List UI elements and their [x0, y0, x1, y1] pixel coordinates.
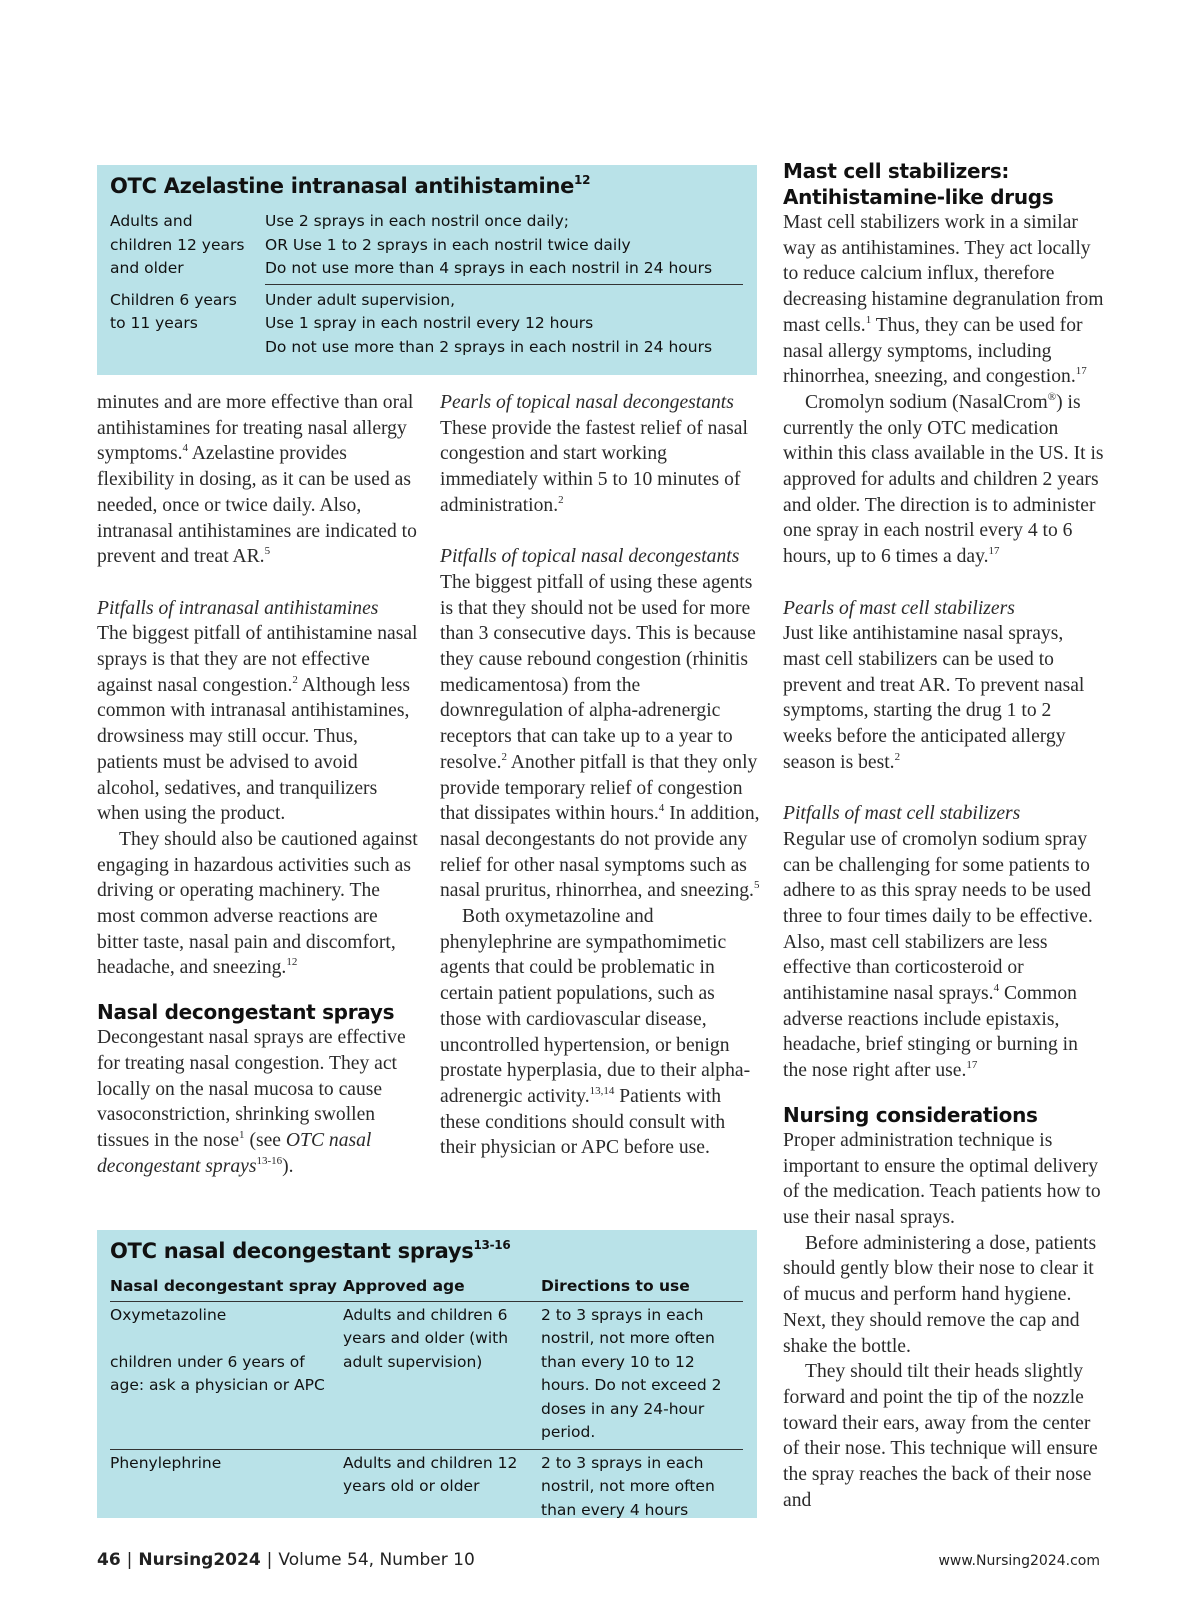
article-column-2 [440, 390, 760, 1161]
decongestant-sprays-box [97, 1230, 757, 1518]
table-cell: Phenylephrine [110, 1453, 222, 1472]
paragraph: Before administering a dose, patients should gently blow their nose to clear it of mucus and perform hand hygiene. Next, they should remove the cap and shake the bottle. [783, 1232, 1097, 1357]
table-cell: 2 to 3 sprays in each nostril, not more often than every 10 to 12 hours. Do not exceed 2 doses in any 24-hour period. [541, 1301, 743, 1449]
table-row [110, 1301, 743, 1449]
issue-info: Volume 54, Number 10 [278, 1550, 475, 1570]
magazine-name: Nursing2024 [138, 1550, 261, 1570]
paragraph: They should also be cautioned against engaging in hazardous activities such as driving or operating machinery. The most common adverse reactions are bitter taste, nasal pain and discomfort, headache, and sneezing.$^{12}$ [97, 828, 418, 979]
azelastine-row-who: Adults and children 12 years and older [110, 212, 245, 277]
website-url[interactable]: www.Nursing2024.com [938, 1553, 1100, 1569]
azelastine-row-who: Children 6 years to 11 years [110, 290, 237, 332]
subheading: Pitfalls of intranasal antihistamines [97, 597, 379, 619]
column-header: Approved age [343, 1271, 541, 1301]
decongestant-box-title: OTC nasal decongestant sprays$^{13-16}$ [110, 1238, 511, 1263]
section-heading: Nasal decongestant sprays [97, 1000, 395, 1025]
column-header: Nasal decongestant spray [110, 1271, 343, 1301]
subheading: Pearls of mast cell stabilizers [783, 597, 1015, 619]
paragraph: Just like antihistamine nasal sprays, mast cell stabilizers can be used to prevent and treat AR. To prevent nasal symptoms, starting the drug 1 to 2 weeks before the anticipated allergy season is best.$^2$ [783, 623, 1085, 773]
page-number: 46 [97, 1550, 121, 1570]
azelastine-row-directions: Under adult supervision, Use 1 spray in each nostril every 12 hours Do not use more than 2 sprays in each nostril in 24 hours [265, 290, 713, 356]
column-header: Directions to use [541, 1271, 743, 1301]
page-footer: 46 | Nursing2024 | Volume 54, Number 10 www.Nursing2024.com [97, 1550, 1100, 1570]
article-column-3 [783, 158, 1105, 1513]
azelastine-row-adults [110, 210, 743, 285]
azelastine-row-children [110, 289, 743, 360]
paragraph: Decongestant nasal sprays are effective for treating nasal congestion. They act locally on the nasal mucosa to cause vasoconstriction, shrinking swollen tissues in the nose$^1$ (see OTC nasal decongestant sprays$^{13-16}$). [97, 1027, 406, 1177]
table-row [110, 1449, 743, 1526]
table-cell: Oxymetazoline children under 6 years of age: ask a physician or APC [110, 1301, 343, 1449]
paragraph: Both oxymetazoline and phenylephrine are sympathomimetic agents that could be problematic in certain patient populations, such as those with cardiovascular disease, uncontrolled hypertension, or benign prostate hyperplasia, due to their alpha-adrenergic activity.$^{13,14}$ Patients with these conditions should consult with their physician or APC before use. [440, 906, 751, 1159]
table-cell: Adults and children 12 years old or older [343, 1453, 518, 1495]
azelastine-box-title: OTC Azelastine intranasal antihistamine$^{12}$ [110, 173, 591, 198]
paragraph: The biggest pitfall of antihistamine nasal sprays is that they are not effective against nasal congestion.$^2$ Although less common with intranasal antihistamines, drowsiness may still occur. Thus, patients must be advised to avoid alcohol, sedatives, and tranquilizers when using the product. [97, 623, 418, 825]
paragraph: Mast cell stabilizers work in a similar way as antihistamines. They act locally to reduce calcium influx, therefore decreasing histamine degranulation from mast cells.$^1$ Thus, they can be used for nasal allergy symptoms, including rhinorrhea, sneezing, and congestion.$^{17}$ [783, 212, 1104, 388]
decongestant-table [110, 1271, 743, 1526]
paragraph: They should tilt their heads slightly forward and point the tip of the nozzle toward their ears, away from the center of their nose. This technique will ensure the spray reaches the back of their nose and [783, 1361, 1098, 1511]
paragraph: Regular use of cromolyn sodium spray can be challenging for some patients to adhere to as this spray needs to be used three to four times daily to be effective. Also, mast cell stabilizers are less effective than corticosteroid or antihistamine nasal sprays.$^4$ Common adverse reactions include epistaxis, headache, brief stinging or burning in the nose right after use.$^{17}$ [783, 828, 1093, 1082]
paragraph: These provide the fastest relief of nasal congestion and start working immediately within 5 to 10 minutes of administration.$^2$ [440, 417, 748, 516]
paragraph: minutes and are more effective than oral antihistamines for treating nasal allergy symptoms.$^4$ Azelastine provides flexibility in dosing, as it can be used as needed, once or twice daily. Also, intranasal antihistamines are indicated to prevent and treat AR.$^5$ [97, 392, 417, 568]
section-heading: Mast cell stabilizers: Antihistamine-like drugs [783, 159, 1054, 209]
paragraph: Proper administration technique is important to ensure the optimal delivery of the medication. Teach patients how to use their nasal sprays. [783, 1129, 1101, 1228]
article-column-1 [97, 390, 419, 1179]
section-heading: Nursing considerations [783, 1102, 1038, 1127]
table-cell: Adults and children 6 years and older (with adult supervision) [343, 1301, 541, 1449]
subheading: Pitfalls of mast cell stabilizers [783, 803, 1021, 825]
table-cell: 2 to 3 sprays in each nostril, not more often than every 4 hours [541, 1453, 715, 1519]
table-header-row [110, 1271, 743, 1301]
azelastine-dosing-box [97, 165, 757, 375]
azelastine-row-directions: Use 2 sprays in each nostril once daily; OR Use 1 to 2 sprays in each nostril twice daily Do not use more than 4 sprays in each nostril in 24 hours [265, 210, 743, 285]
paragraph: Cromolyn sodium (NasalCrom®) is currently the only OTC medication within this class available in the US. It is approved for adults and children 2 years and older. The direction is to administer one spray in each nostril every 4 to 6 hours, up to 6 times a day.$^{17}$ [783, 390, 1104, 568]
subheading: Pearls of topical nasal decongestants [440, 392, 734, 413]
paragraph: The biggest pitfall of using these agents is that they should not be used for more than 3 consecutive days. This is because they cause rebound congestion (rhinitis medicamentosa) from the downregulation of alpha-adrenergic receptors that can take up to a year to resolve.$^2$ Another pitfall is that they only provide temporary relief of congestion that dissipates within hours.$^4$ In addition, nasal decongestants do not provide any relief for other nasal symptoms such as nasal pruritus, rhinorrhea, and sneezing.$^5$ [440, 571, 760, 902]
subheading: Pitfalls of topical nasal decongestants [440, 546, 740, 568]
